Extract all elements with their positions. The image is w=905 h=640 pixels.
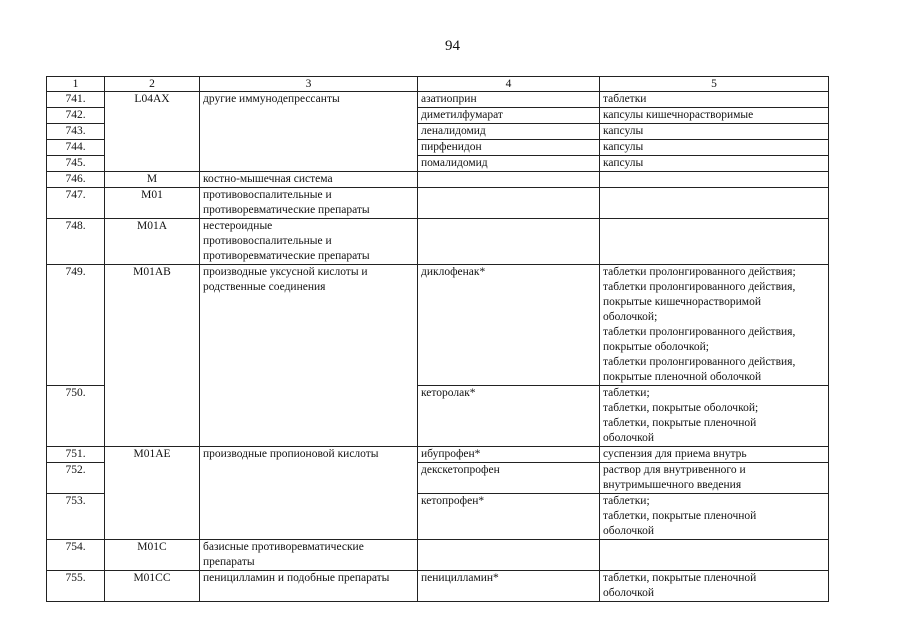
table-row [47,540,829,571]
row-number: 750. [47,386,105,447]
dosage-form: капсулы [600,156,829,172]
drug-name: азатиоприн [418,92,600,108]
column-header: 4 [418,77,600,92]
table-row [47,172,829,188]
dosage-form [600,188,829,219]
dosage-form: капсулы [600,124,829,140]
row-number: 751. [47,447,105,463]
table-row [47,92,829,108]
table-row [47,447,829,463]
row-number: 742. [47,108,105,124]
drug-classification-table [46,76,829,602]
column-header: 1 [47,77,105,92]
dosage-form: капсулы кишечнорастворимые [600,108,829,124]
dosage-form: таблетки; таблетки, покрытые оболочкой; таблетки, покрытые пленочной оболочкой [600,386,829,447]
atc-code: M [105,172,200,188]
drug-name: диметилфумарат [418,108,600,124]
group-name: костно-мышечная система [200,172,418,188]
drug-name: леналидомид [418,124,600,140]
dosage-form [600,172,829,188]
row-number: 748. [47,219,105,265]
dosage-form: раствор для внутривенного и внутримышечного введения [600,463,829,494]
group-name: базисные противоревматические препараты [200,540,418,571]
row-number: 743. [47,124,105,140]
row-number: 752. [47,463,105,494]
table-row [47,188,829,219]
column-header: 5 [600,77,829,92]
group-name: пеницилламин и подобные препараты [200,571,418,602]
dosage-form: суспензия для приема внутрь [600,447,829,463]
atc-code: M01AE [105,447,200,540]
row-number: 741. [47,92,105,108]
row-number: 754. [47,540,105,571]
drug-name: пирфенидон [418,140,600,156]
dosage-form [600,219,829,265]
row-number: 745. [47,156,105,172]
table-row [47,265,829,386]
drug-name: кеторолак* [418,386,600,447]
dosage-form: капсулы [600,140,829,156]
drug-name: пеницилламин* [418,571,600,602]
table-row [47,219,829,265]
group-name: производные пропионовой кислоты [200,447,418,540]
drug-name: ибупрофен* [418,447,600,463]
row-number: 744. [47,140,105,156]
group-name: другие иммунодепрессанты [200,92,418,172]
atc-code: L04AX [105,92,200,172]
row-number: 747. [47,188,105,219]
group-name: противовоспалительные и противоревматические препараты [200,188,418,219]
group-name: нестероидные противовоспалительные и противоревматические препараты [200,219,418,265]
drug-name: помалидомид [418,156,600,172]
row-number: 749. [47,265,105,386]
atc-code: M01 [105,188,200,219]
atc-code: M01C [105,540,200,571]
dosage-form [600,540,829,571]
column-header: 3 [200,77,418,92]
group-name: производные уксусной кислоты и родственные соединения [200,265,418,447]
drug-name [418,219,600,265]
drug-name: декскетопрофен [418,463,600,494]
row-number: 755. [47,571,105,602]
dosage-form: таблетки; таблетки, покрытые пленочной оболочкой [600,494,829,540]
page-number: 94 [445,38,460,54]
dosage-form: таблетки пролонгированного действия; таблетки пролонгированного действия, покрытые кишечнорастворимой оболочкой; таблетки пролонгированного действия, покрытые оболочкой; таблетки пролонгированного действия, покрытые пленочной оболочкой [600,265,829,386]
atc-code: M01CC [105,571,200,602]
atc-code: M01A [105,219,200,265]
table-row [47,571,829,602]
drug-name [418,540,600,571]
dosage-form: таблетки, покрытые пленочной оболочкой [600,571,829,602]
column-header: 2 [105,77,200,92]
row-number: 746. [47,172,105,188]
table-header-row [47,77,829,92]
drug-name [418,172,600,188]
row-number: 753. [47,494,105,540]
atc-code: M01AB [105,265,200,447]
drug-name [418,188,600,219]
drug-name: кетопрофен* [418,494,600,540]
drug-name: диклофенак* [418,265,600,386]
dosage-form: таблетки [600,92,829,108]
